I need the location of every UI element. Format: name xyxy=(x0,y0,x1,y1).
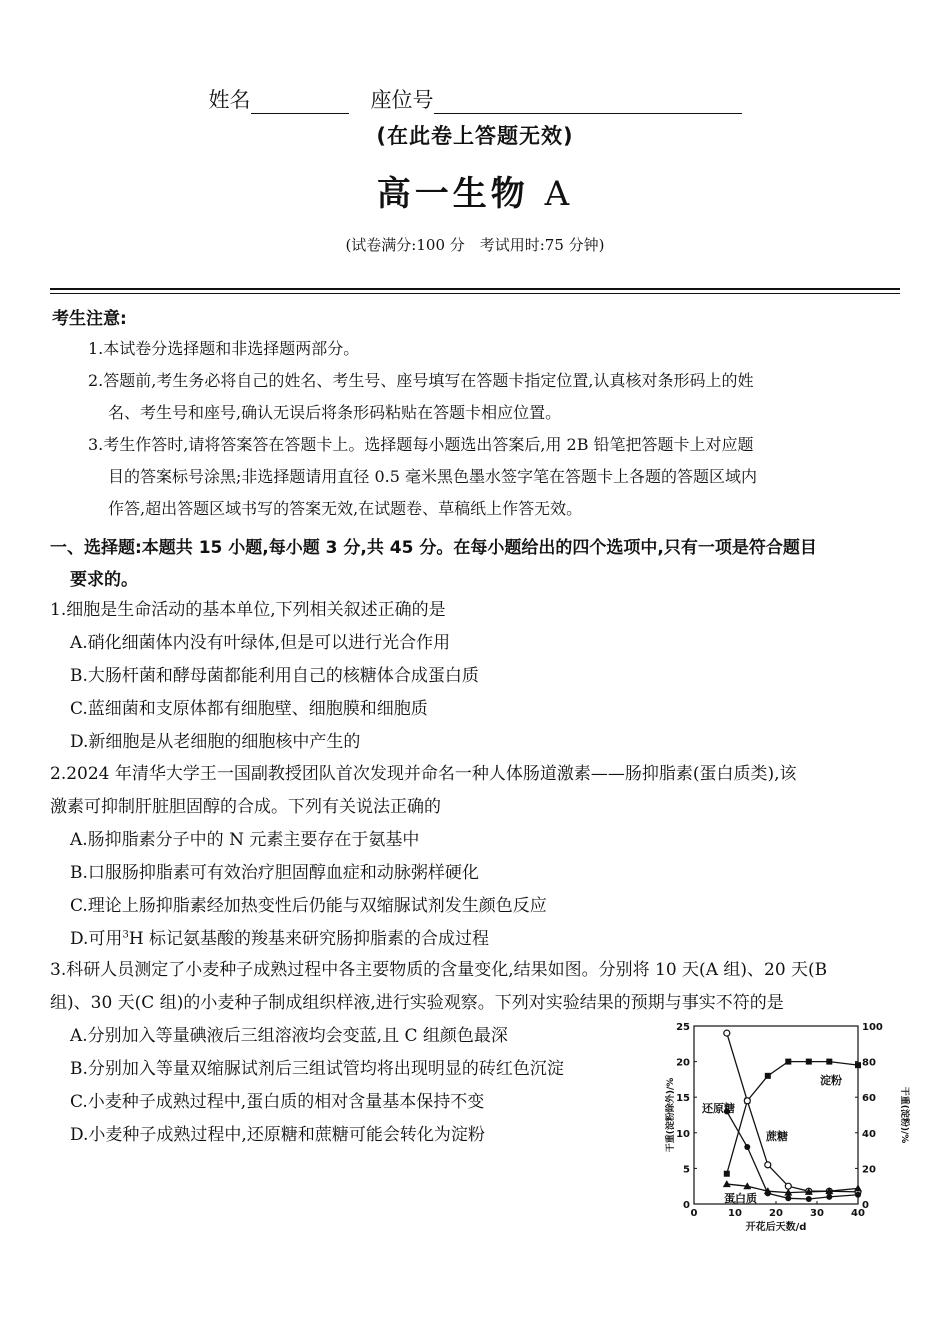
data-point-open-circle xyxy=(765,1162,771,1168)
notice-line: 2.答题前,考生务必将自己的姓名、考生号、座号填写在答题卡指定位置,认真核对条形码上的姓 xyxy=(88,371,754,390)
name-seat-line xyxy=(0,84,950,114)
option-a: A.分别加入等量碘液后三组溶液均会变蓝,且 C 组颜色最深 xyxy=(70,1026,508,1046)
notice-line: 3.考生作答时,请将答案答在答题卡上。选择题每小题选出答案后,用 2B 铅笔把答题卡上对应题 xyxy=(88,435,754,454)
y-left-tick-label: 0 xyxy=(683,1200,690,1211)
option-d xyxy=(50,923,910,956)
notice-line: 作答,超出答题区域书写的答案无效,在试题卷、草稿纸上作答无效。 xyxy=(108,499,583,518)
data-point-square xyxy=(724,1171,730,1177)
data-point-filled-circle xyxy=(806,1196,812,1202)
option-d: D.新细胞是从老细胞的细胞核中产生的 xyxy=(70,732,361,752)
x-tick-label: 0 xyxy=(690,1208,698,1219)
name-blank xyxy=(251,93,349,114)
data-point-filled-circle xyxy=(785,1195,791,1201)
x-tick-label: 20 xyxy=(769,1208,783,1219)
y-left-tick-label: 25 xyxy=(676,1022,690,1033)
option-a: A.硝化细菌体内没有叶绿体,但是可以进行光合作用 xyxy=(70,633,451,653)
option-d: D.小麦种子成熟过程中,还原糖和蔗糖可能会转化为淀粉 xyxy=(70,1125,485,1145)
divider-thick xyxy=(50,288,900,290)
data-point-open-circle xyxy=(785,1183,791,1189)
notice-item-3 xyxy=(88,429,900,525)
option-a: A.肠抑脂素分子中的 N 元素主要存在于氨基中 xyxy=(70,830,420,850)
x-tick-label: 30 xyxy=(810,1208,824,1219)
x-axis-label: 开花后天数/d xyxy=(745,1222,807,1233)
series-line xyxy=(727,1033,858,1192)
notice-line: 目的答案标号涂黑;非选择题请用直径 0.5 毫米黑色墨水签字笔在答题卡上各题的答题区域内 xyxy=(108,467,758,486)
series-label: 还原糖 xyxy=(702,1102,735,1115)
y-left-tick-label: 20 xyxy=(676,1057,690,1069)
data-point-triangle xyxy=(854,1184,862,1191)
option-b: B.大肠杆菌和酵母菌都能利用自己的核糖体合成蛋白质 xyxy=(70,666,479,686)
notice-line: 1.本试卷分选择题和非选择题两部分。 xyxy=(88,339,360,358)
data-point-filled-circle xyxy=(855,1192,861,1198)
y-right-tick-label: 100 xyxy=(862,1022,883,1033)
data-point-filled-circle xyxy=(744,1144,750,1150)
y-left-tick-label: 15 xyxy=(676,1093,690,1105)
option-d-rest: H 标记氨基酸的羧基来研究肠抑脂素的合成过程 xyxy=(128,929,490,949)
y-right-tick-label: 80 xyxy=(862,1057,876,1069)
option-d-prefix: D.可用 xyxy=(70,929,123,949)
notice-item-2 xyxy=(88,365,900,429)
data-point-square xyxy=(765,1073,771,1079)
y-right-axis-label: 干重(淀粉)/% xyxy=(899,1086,909,1144)
y-right-tick-label: 60 xyxy=(862,1093,876,1105)
series-label: 淀粉 xyxy=(820,1074,842,1087)
y-left-axis-label: 干重(淀粉除外)/% xyxy=(666,1077,676,1153)
notice-line: 名、考生号和座号,确认无误后将条形码粘贴在答题卡相应位置。 xyxy=(108,403,562,422)
question-2 xyxy=(50,758,910,956)
wheat-seed-chart xyxy=(660,1022,910,1234)
data-point-square xyxy=(785,1059,791,1065)
option-b: B.口服肠抑脂素可有效治疗胆固醇血症和动脉粥样硬化 xyxy=(70,863,479,883)
question-stem: 3.科研人员测定了小麦种子成熟过程中各主要物质的含量变化,结果如图。分别将 10 天(A 组)、20 天(B xyxy=(50,960,828,980)
divider-thin xyxy=(50,293,900,294)
data-point-square xyxy=(855,1062,861,1068)
question-stem: 2.2024 年清华大学王一国副教授团队首次发现并命名一种人体肠道激素——肠抑脂素(蛋白质类),该 xyxy=(50,764,797,784)
question-stem: 组)、30 天(C 组)的小麦种子制成组织样液,进行实验观察。下列对实验结果的预期与事实不符的是 xyxy=(50,993,784,1013)
question-stem: 1.细胞是生命活动的基本单位,下列相关叙述正确的是 xyxy=(50,600,446,620)
option-c: C.理论上肠抑脂素经加热变性后仍能与双缩脲试剂发生颜色反应 xyxy=(70,896,547,916)
series-label: 蔗糖 xyxy=(766,1130,788,1143)
question-1 xyxy=(50,594,910,759)
exam-title xyxy=(0,166,950,215)
series-label: 蛋白质 xyxy=(724,1192,757,1205)
seat-blank xyxy=(434,93,742,114)
name-label: 姓名 xyxy=(208,88,251,112)
x-tick-label: 10 xyxy=(728,1208,742,1219)
data-point-triangle xyxy=(723,1180,731,1187)
y-right-tick-label: 40 xyxy=(862,1128,876,1140)
data-point-square xyxy=(826,1059,832,1065)
invalid-note: (在此卷上答题无效) xyxy=(376,124,574,148)
option-c: C.小麦种子成熟过程中,蛋白质的相对含量基本保持不变 xyxy=(70,1092,485,1112)
section-heading-line1: 一、选择题:本题共 15 小题,每小题 3 分,共 45 分。在每小题给出的四个选项中,只有一项是符合题目 xyxy=(50,538,817,558)
question-stem: 激素可抑制肝脏胆固醇的合成。下列有关说法正确的 xyxy=(50,797,441,817)
y-left-tick-label: 5 xyxy=(683,1164,690,1176)
section-heading xyxy=(50,532,902,596)
option-b: B.分别加入等量双缩脲试剂后三组试管均将出现明显的砖红色沉淀 xyxy=(70,1059,564,1079)
isotope-superscript: 3 xyxy=(122,929,129,941)
exam-title-main: 高一生物 xyxy=(376,174,529,214)
section-heading-line2: 要求的。 xyxy=(70,570,138,590)
notice-heading: 考生注意: xyxy=(52,309,127,329)
data-point-open-circle xyxy=(724,1030,730,1036)
y-right-tick-label: 20 xyxy=(862,1164,876,1176)
option-c: C.蓝细菌和支原体都有细胞壁、细胞膜和细胞质 xyxy=(70,699,428,719)
data-point-filled-circle xyxy=(826,1194,832,1200)
y-right-tick-label: 0 xyxy=(862,1200,869,1211)
y-left-tick-label: 10 xyxy=(676,1128,690,1140)
data-point-open-circle xyxy=(744,1098,750,1104)
notice-item-1 xyxy=(88,333,900,365)
plot-frame xyxy=(694,1026,858,1204)
exam-title-suffix: A xyxy=(544,174,574,214)
data-point-square xyxy=(806,1059,812,1065)
seat-label: 座位号 xyxy=(370,88,434,112)
x-tick-label: 40 xyxy=(851,1208,865,1219)
exam-subtitle: (试卷满分:100 分 考试用时:75 分钟) xyxy=(345,236,605,254)
